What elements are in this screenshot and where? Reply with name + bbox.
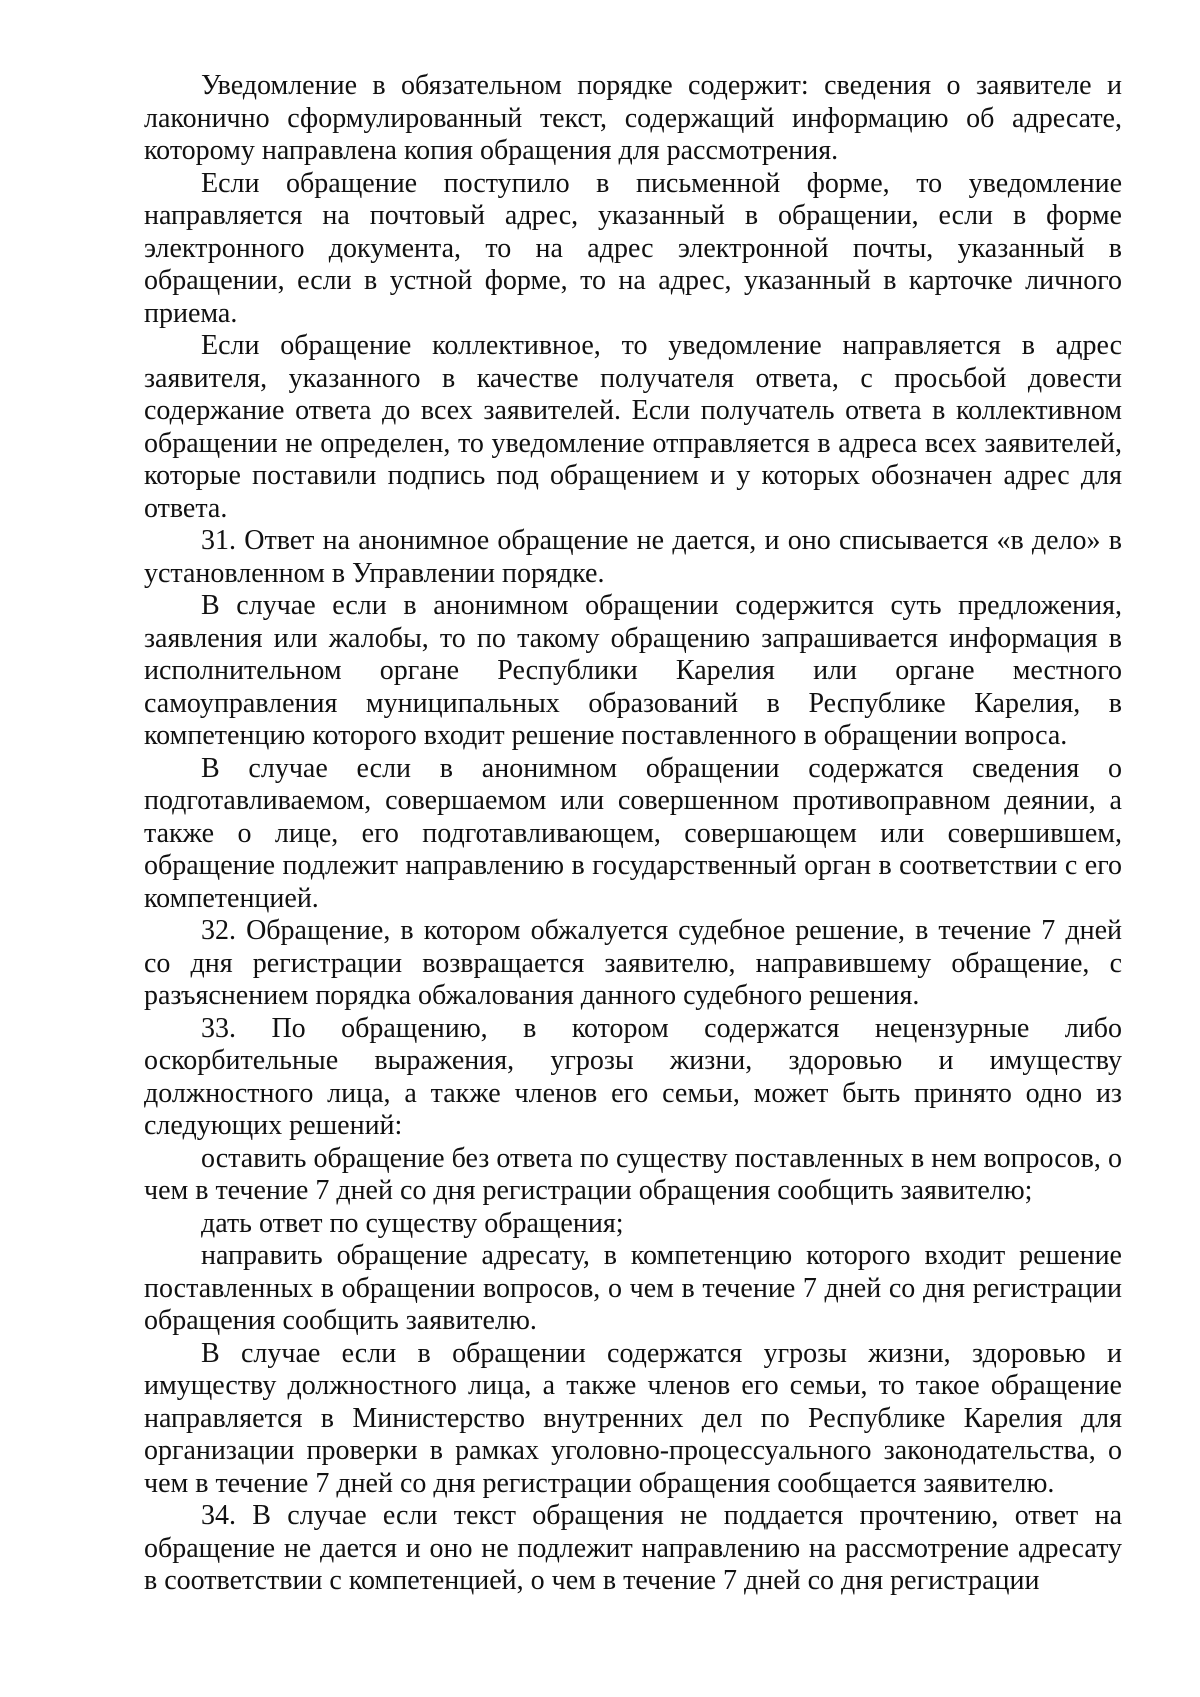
paragraph-item-34: 34. В случае если текст обращения не поддается прочтению, ответ на обращение не дается и оно не подлежит направлению на рассмотрение адресату в соответствии с компетенцией, о чем в течение 7 дней со дня регистрации	[144, 1500, 1122, 1596]
paragraph-option-redirect: направить обращение адресату, в компетенцию которого входит решение поставленных в обращении вопросов, о чем в течение 7 дней со дня регистрации обращения сообщить заявителю.	[144, 1240, 1122, 1336]
paragraph-notification-delivery: Если обращение поступило в письменной форме, то уведомление направляется на почтовый адрес, указанный в обращении, если в форме электронного документа, то на адрес электронной почты, указанный в обращении, если в устной форме, то на адрес, указанный в карточке личного приема.	[144, 167, 1122, 329]
paragraph-threats: В случае если в обращении содержатся угрозы жизни, здоровью и имуществу должностного лица, а также членов его семьи, то такое обращение направляется в Министерство внутренних дел по Республике Карелия для организации проверки в рамках уголовно-процессуального законодательства, о чем в течение 7 дней со дня регистрации обращения сообщается заявителю.	[144, 1337, 1122, 1499]
paragraph-item-31: 31. Ответ на анонимное обращение не дается, и оно списывается «в дело» в установленном в Управлении порядке.	[144, 525, 1122, 589]
paragraph-item-33: 33. По обращению, в котором содержатся нецензурные либо оскорбительные выражения, угрозы жизни, здоровью и имуществу должностного лица, а также членов его семьи, может быть принято одно из следующих решений:	[144, 1012, 1122, 1141]
paragraph-notification-content: Уведомление в обязательном порядке содержит: сведения о заявителе и лаконично сформулированный текст, содержащий информацию об адресате, которому направлена копия обращения для рассмотрения.	[144, 70, 1122, 166]
paragraph-anonymous-unlawful-act: В случае если в анонимном обращении содержатся сведения о подготавливаемом, совершаемом или совершенном противоправном деянии, а также о лице, его подготавливающем, совершающем или совершившем, обращение подлежит направлению в государственный орган в соответствии с его компетенцией.	[144, 752, 1122, 914]
paragraph-collective-appeal: Если обращение коллективное, то уведомление направляется в адрес заявителя, указанного в качестве получателя ответа, с просьбой довести содержание ответа до всех заявителей. Если получатель ответа в коллективном обращении не определен, то уведомление отправляется в адреса всех заявителей, которые поставили подпись под обращением и у которых обозначен адрес для ответа.	[144, 330, 1122, 524]
document-body	[144, 70, 1122, 1598]
paragraph-option-answer: дать ответ по существу обращения;	[201, 1207, 624, 1239]
paragraph-item-32: 32. Обращение, в котором обжалуется судебное решение, в течение 7 дней со дня регистрации возвращается заявителю, направившему обращение, с разъяснением порядка обжалования данного судебного решения.	[144, 915, 1122, 1011]
paragraph-anonymous-proposal: В случае если в анонимном обращении содержится суть предложения, заявления или жалобы, то по такому обращению запрашивается информация в исполнительном органе Республики Карелия или органе местного самоуправления муниципальных образований в Республике Карелия, в компетенцию которого входит решение поставленного в обращении вопроса.	[144, 590, 1122, 751]
paragraph-option-leave-unanswered: оставить обращение без ответа по существу поставленных в нем вопросов, о чем в течение 7 дней со дня регистрации обращения сообщить заявителю;	[144, 1142, 1122, 1206]
